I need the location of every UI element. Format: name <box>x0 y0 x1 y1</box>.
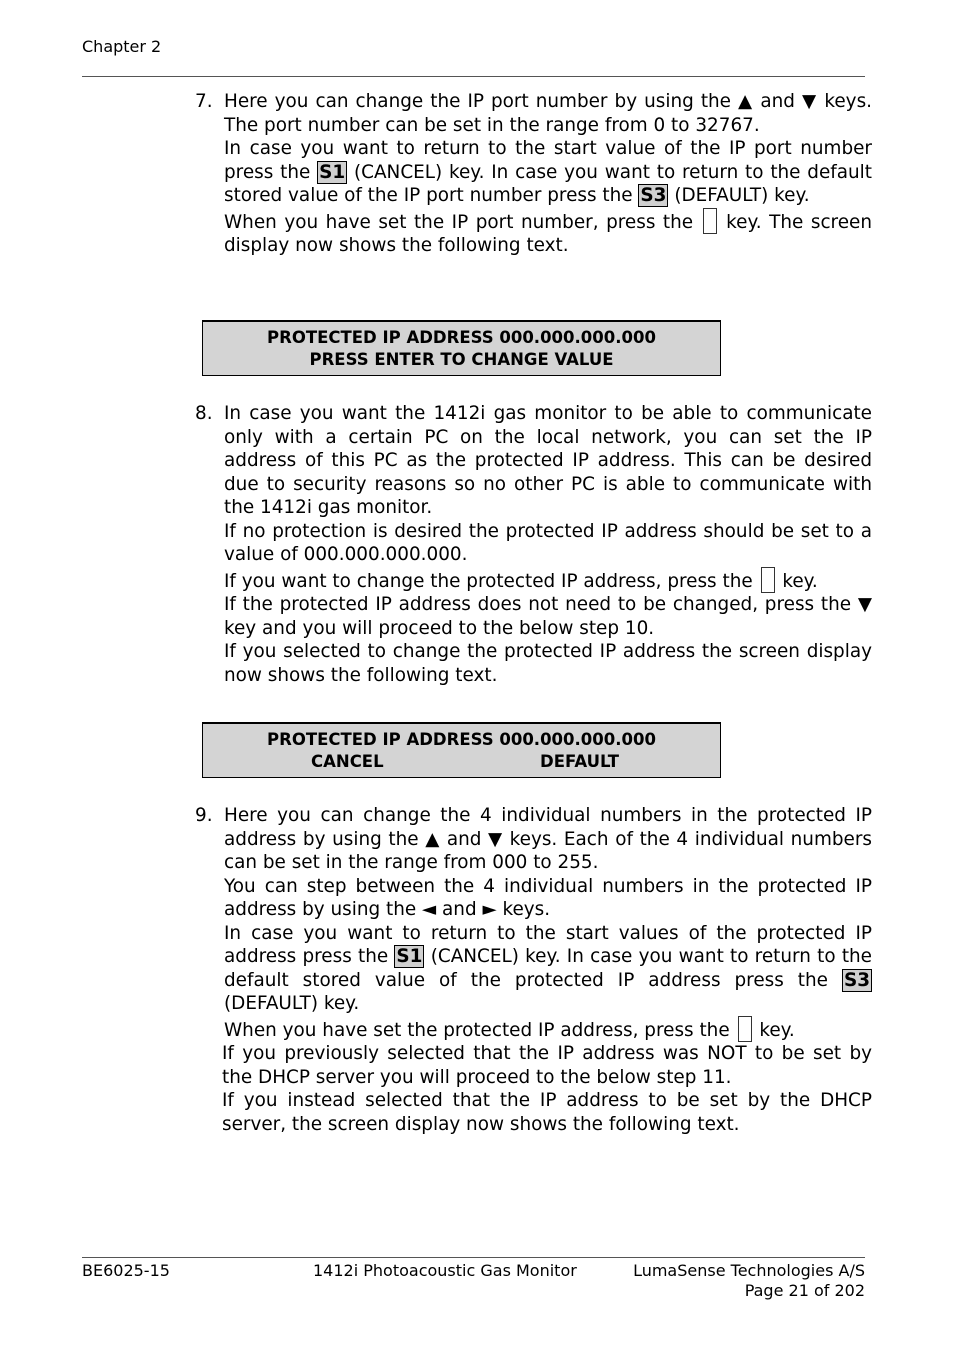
screen-softkey-row <box>203 751 720 773</box>
step-number: 9. <box>195 805 213 826</box>
step-paragraph: You can step between the 4 individual numbers in the protected IP address by using the ◄ and ► keys. <box>224 875 872 920</box>
text-run: (DEFAULT) key. <box>224 993 360 1014</box>
enter-key-icon <box>738 1016 752 1042</box>
step-paragraph: If you selected to change the protected IP address the screen display now shows the following text. <box>224 641 872 686</box>
text-run: key. <box>753 1019 795 1041</box>
step-paragraph <box>224 1019 872 1043</box>
text-run: When you have set the protected IP address, press the <box>224 1019 736 1041</box>
step-paragraph <box>224 922 872 1016</box>
step-paragraph <box>224 570 872 594</box>
screen-line: PROTECTED IP ADDRESS 000.000.000.000 <box>267 730 656 749</box>
step-paragraph: If no protection is desired the protected IP address should be set to a value of 000.000.000.000. <box>224 520 872 565</box>
screen-line: PRESS ENTER TO CHANGE VALUE <box>309 350 614 369</box>
step-paragraph: Here you can change the 4 individual numbers in the protected IP address by using the ▲ and ▼ keys. Each of the 4 individual numbers can be set in the range from 000 to 255. <box>224 805 872 873</box>
s1-key: S1 <box>396 946 423 967</box>
text-run: In case you want to return to the start values of the protected IP address press the <box>224 922 872 967</box>
header-rule <box>82 76 865 77</box>
step-number: 7. <box>195 91 213 112</box>
step-9 <box>195 804 872 1136</box>
step-8 <box>195 402 872 687</box>
footer-company: LumaSense Technologies A/S <box>633 1261 865 1280</box>
softkey-cancel-label: CANCEL <box>311 752 384 771</box>
step-paragraph: Here you can change the IP port number by using the ▲ and ▼ keys. The port number can be set in the range from 0 to 32767. <box>224 91 872 136</box>
step-paragraph: If you previously selected that the IP address was NOT to be set by the DHCP server you will proceed to the below step 11. <box>222 1043 872 1088</box>
steps-list <box>195 90 872 258</box>
step-paragraph <box>224 211 872 258</box>
enter-key-icon <box>761 567 775 593</box>
step-paragraph: In case you want the 1412i gas monitor to be able to communicate only with a certain PC on the local network, you can set the IP address of this PC as the protected IP address. This can be desired due to security reasons so no other PC is able to communicate with the 1412i gas monitor. <box>224 403 872 518</box>
text-run: In case you want to return to the start value of the IP port number press the <box>224 138 872 183</box>
screen-line: PROTECTED IP ADDRESS 000.000.000.000 <box>267 328 656 347</box>
footer-page-number: Page 21 of 202 <box>744 1281 865 1300</box>
step-number: 8. <box>195 403 213 424</box>
footer-company-block <box>633 1261 865 1301</box>
footer-doc-id: BE6025-15 <box>82 1261 170 1280</box>
text-run: key. <box>776 570 818 592</box>
text-run: key. The screen display now shows the following text. <box>224 211 873 256</box>
steps-list <box>195 402 872 687</box>
text-run: When you have set the IP port number, press the <box>224 211 701 233</box>
step-paragraph: If the protected IP address does not need to be changed, press the ▼ key and you will proceed to the below step 10. <box>224 594 872 639</box>
text-run: (CANCEL) key. In case you want to return to the default stored value of the protected IP address press the <box>224 946 873 991</box>
step-7 <box>195 90 872 258</box>
s1-key: S1 <box>319 161 346 183</box>
s3-key: S3 <box>843 969 870 991</box>
s3-key: S3 <box>640 185 667 206</box>
steps-list <box>195 804 872 1136</box>
chapter-header: Chapter 2 <box>82 37 162 56</box>
step-paragraph: If you instead selected that the IP address to be set by the DHCP server, the screen display now shows the following text. <box>222 1090 872 1135</box>
text-run: (DEFAULT) key. <box>668 185 810 206</box>
footer-product: 1412i Photoacoustic Gas Monitor <box>313 1261 577 1280</box>
text-run: If you want to change the protected IP address, press the <box>224 570 759 592</box>
display-screen-protected-ip <box>202 320 721 376</box>
softkey-default-label: DEFAULT <box>540 752 620 771</box>
enter-key-icon <box>703 208 717 234</box>
step-paragraph <box>224 137 872 208</box>
text-run: (CANCEL) key. In case you want to return to the default stored value of the IP port number press the <box>224 161 873 206</box>
display-screen-edit-protected-ip <box>202 722 721 778</box>
footer-rule <box>82 1257 865 1258</box>
